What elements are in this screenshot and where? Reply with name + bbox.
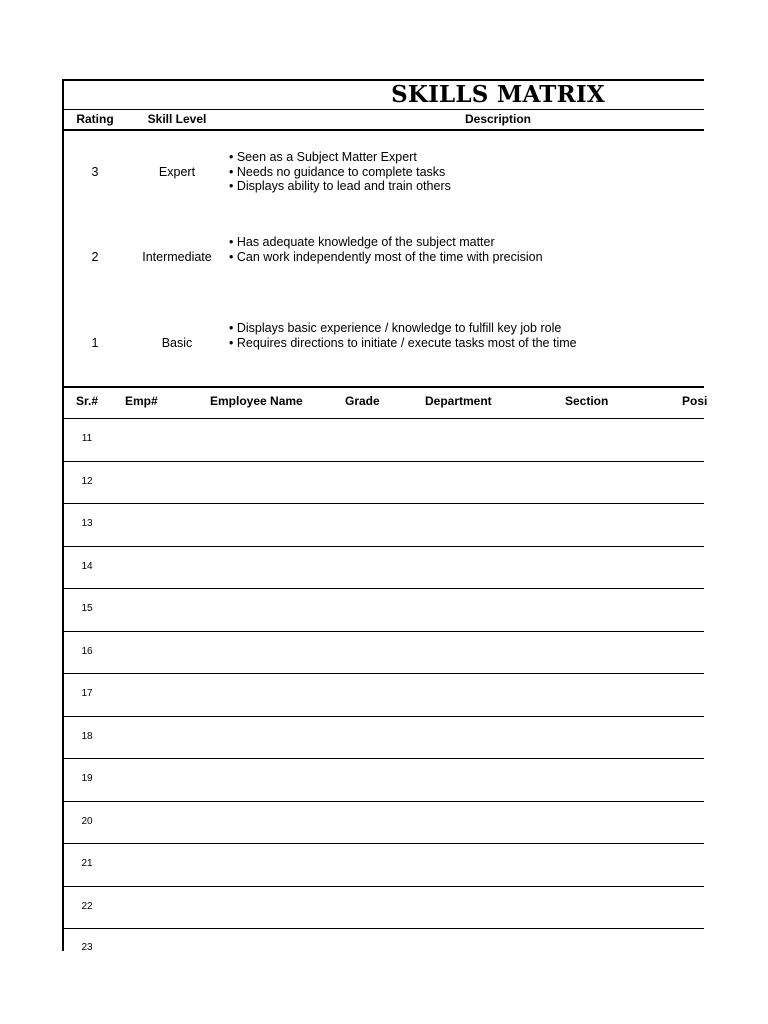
sr-number-cell: 22	[81, 900, 93, 912]
sr-number-cell: 14	[81, 560, 93, 572]
table-row	[64, 887, 704, 930]
sr-number-cell: 15	[81, 603, 93, 614]
position-column-header: Posi	[682, 394, 708, 408]
table-row	[64, 504, 704, 547]
sr-number-cell: 20	[81, 815, 93, 827]
sr-number-cell: 23	[81, 942, 93, 953]
legend-row-basic	[64, 320, 704, 400]
section-column-header: Section	[565, 394, 609, 408]
description-line: • Has adequate knowledge of the subject matter	[229, 235, 495, 249]
table-row	[64, 589, 704, 632]
title-divider	[64, 109, 704, 110]
sr-number-cell: 18	[81, 730, 93, 742]
emp-number-column-header: Emp#	[125, 394, 158, 408]
legend-rating: 3	[91, 165, 99, 179]
legend-rating: 2	[91, 250, 99, 264]
rating-column-header: Rating	[76, 112, 114, 126]
sr-column-header: Sr.#	[75, 394, 99, 408]
sr-number-cell: 12	[81, 475, 93, 487]
table-row	[64, 929, 704, 972]
legend-header-divider	[64, 129, 704, 131]
sr-number-cell: 13	[81, 518, 93, 529]
table-row	[64, 802, 704, 845]
legend-skill-level: Intermediate	[142, 250, 212, 264]
description-line: • Seen as a Subject Matter Expert	[229, 150, 417, 164]
description-column-header: Description	[464, 112, 531, 126]
sr-number-cell: 21	[81, 858, 93, 869]
page-title: SKILLS MATRIX	[391, 81, 605, 108]
legend-description	[229, 150, 699, 194]
description-line: • Needs no guidance to complete tasks	[229, 164, 446, 179]
employee-name-column-header: Employee Name	[210, 394, 303, 408]
legend-skill-level: Basic	[161, 336, 193, 350]
legend-row-expert	[64, 150, 704, 230]
skill-level-column-header: Skill Level	[147, 112, 207, 126]
sr-number-cell: 17	[81, 688, 93, 699]
table-row	[64, 844, 704, 887]
description-line: • Requires directions to initiate / execute tasks most of the time	[229, 335, 577, 350]
table-row	[64, 419, 704, 462]
legend-row-intermediate	[64, 235, 704, 315]
legend-bottom-divider	[64, 386, 704, 388]
employee-rows	[64, 419, 704, 972]
description-line: • Displays ability to lead and train others	[229, 179, 451, 193]
legend-description	[229, 321, 699, 350]
sr-number-cell: 19	[81, 773, 93, 784]
description-line: • Can work independently most of the time with precision	[229, 249, 543, 264]
legend-rating: 1	[91, 336, 99, 350]
legend-description	[229, 235, 699, 264]
table-row	[64, 547, 704, 590]
table-row	[64, 632, 704, 675]
legend-skill-level: Expert	[158, 165, 196, 179]
table-row	[64, 462, 704, 505]
department-column-header: Department	[425, 394, 492, 408]
description-line: • Displays basic experience / knowledge to fulfill key job role	[229, 321, 562, 335]
table-row	[64, 759, 704, 802]
table-row	[64, 674, 704, 717]
table-row	[64, 717, 704, 760]
sr-number-cell: 11	[81, 433, 93, 444]
sr-number-cell: 16	[81, 645, 93, 657]
grade-column-header: Grade	[345, 394, 380, 408]
